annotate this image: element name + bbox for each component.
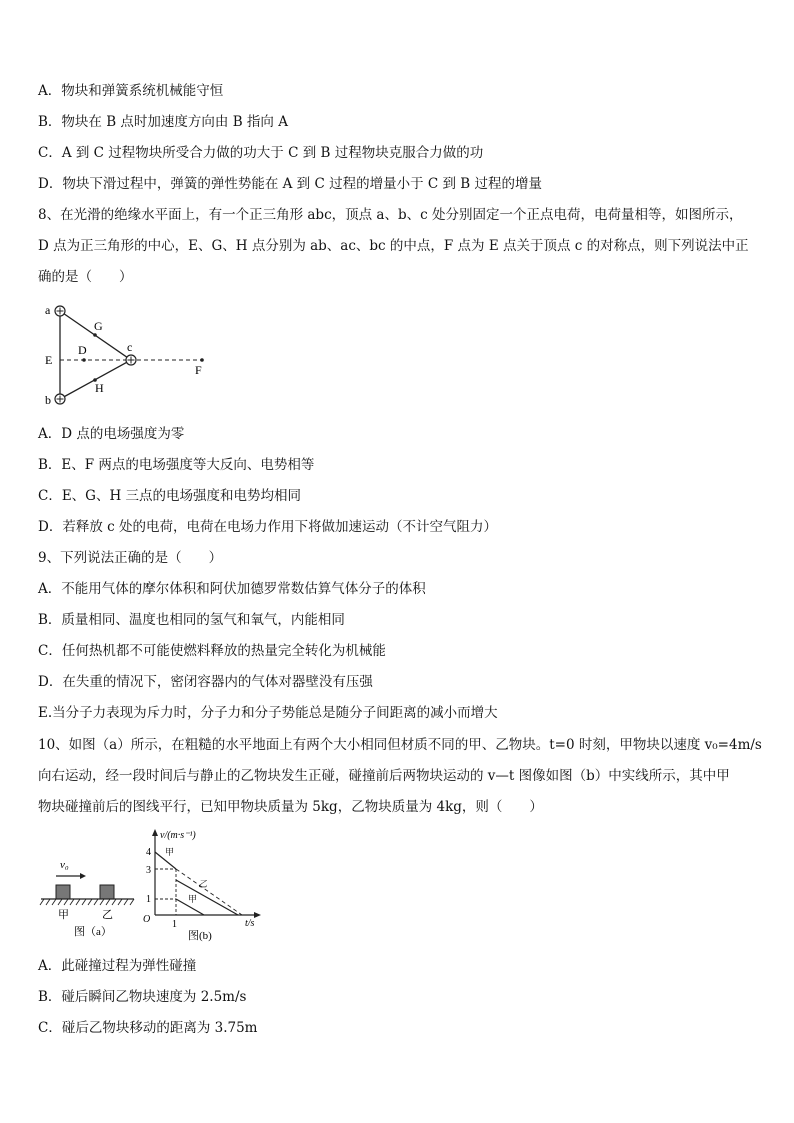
- point-f: [200, 358, 204, 362]
- q8-stem-line-2: D 点为正三角形的中心，E、G、H 点分别为 ab、ac、bc 的中点，F 点为 E 点关于顶点 c 的对称点，则下列说法中正: [38, 238, 749, 254]
- label-jia-bottom: 甲: [188, 894, 198, 904]
- q7-option-c: C．A 到 C 过程物块所受合力做的功大于 C 到 B 过程物块克服合力做的功: [38, 145, 484, 161]
- q9-option-a: A．不能用气体的摩尔体积和阿伏加德罗常数估算气体分子的体积: [38, 581, 426, 597]
- x-axis-label: t/s: [245, 918, 255, 929]
- q9-option-e: E.当分子力表现为斥力时，分子力和分子势能总是随分子间距离的减小而增大: [38, 705, 498, 721]
- q8-option-a: A．D 点的电场强度为零: [38, 426, 185, 442]
- q10-stem-line-1: 10、如图（a）所示，在粗糙的水平地面上有两个大小相同但材质不同的甲、乙物块。t=0 时刻，甲物块以速度 v₀=4m/s: [38, 737, 762, 753]
- q9-option-d: D．在失重的情况下，密闭容器内的气体对器壁没有压强: [38, 674, 373, 690]
- block-jia: [56, 885, 70, 899]
- caption-b: 图(b): [188, 930, 212, 942]
- charge-b: [55, 394, 65, 404]
- label-h: H: [95, 381, 104, 395]
- q8-stem-line-1: 8、在光滑的绝缘水平面上，有一个正三角形 abc，顶点 a、b、c 处分别固定一个正点电荷，电荷量相等，如图所示，: [38, 207, 743, 223]
- label-yi: 乙: [198, 879, 208, 889]
- label-block-jia: 甲: [58, 909, 69, 921]
- y-tick-3: 3: [146, 865, 151, 876]
- charge-a: [55, 306, 65, 316]
- q8-triangle-figure: [38, 298, 218, 410]
- v0-label: v₀: [60, 859, 69, 871]
- q9-option-b: B．质量相同、温度也相同的氢气和氧气，内能相同: [38, 612, 345, 628]
- q7-option-d: D．物块下滑过程中，弹簧的弹性势能在 A 到 C 过程的增量小于 C 到 B 过程的增量: [38, 176, 542, 192]
- q10-option-b: B．碰后瞬间乙物块速度为 2.5m/s: [38, 989, 247, 1005]
- label-a: a: [45, 303, 51, 317]
- q7-option-b: B．物块在 B 点时加速度方向由 B 指向 A: [38, 114, 288, 130]
- label-d: D: [78, 343, 87, 357]
- q10-figure-b: [138, 826, 268, 944]
- label-c: c: [127, 340, 133, 354]
- q10-stem-line-2: 向右运动，经一段时间后与静止的乙物块发生正碰，碰撞前后两物块运动的 v—t 图像如图（b）中实线所示，其中甲: [38, 768, 730, 784]
- y-tick-4: 4: [146, 847, 151, 858]
- q10-option-c: C．碰后乙物块移动的距离为 3.75m: [38, 1020, 258, 1036]
- label-b: b: [45, 393, 51, 407]
- q8-option-c: C．E、G、H 三点的电场强度和电势均相同: [38, 488, 302, 504]
- label-f: F: [195, 363, 202, 377]
- x-tick-1: 1: [172, 919, 177, 930]
- label-g: G: [94, 319, 103, 333]
- block-yi: [100, 885, 114, 899]
- label-e: E: [45, 353, 53, 367]
- q10-figure-a: [38, 852, 138, 942]
- y-tick-1: 1: [146, 894, 151, 905]
- label-block-yi: 乙: [102, 909, 113, 921]
- caption-a: 图（a）: [74, 926, 112, 938]
- q9-stem: 9、下列说法正确的是（ ）: [38, 550, 223, 566]
- point-d: [82, 358, 86, 362]
- q10-stem-line-3: 物块碰撞前后的图线平行，已知甲物块质量为 5kg，乙物块质量为 4kg，则（ ）: [38, 799, 543, 815]
- point-g: [93, 333, 97, 337]
- jia-extended-dashed: [176, 869, 242, 915]
- q8-option-b: B．E、F 两点的电场强度等大反向、电势相等: [38, 457, 315, 473]
- q8-stem-line-3: 确的是（ ）: [38, 269, 133, 285]
- label-jia-top: 甲: [165, 847, 175, 857]
- q10-option-a: A．此碰撞过程为弹性碰撞: [38, 958, 197, 974]
- q9-option-c: C．任何热机都不可能使燃料释放的热量完全转化为机械能: [38, 643, 386, 659]
- q7-option-a: A．物块和弹簧系统机械能守恒: [38, 83, 224, 99]
- charge-c: [126, 355, 136, 365]
- y-axis-label: v/(m·s⁻¹): [160, 830, 196, 841]
- q8-option-d: D．若释放 c 处的电荷，电荷在电场力作用下将做加速运动（不计空气阻力）: [38, 519, 497, 535]
- origin-label: O: [143, 914, 151, 925]
